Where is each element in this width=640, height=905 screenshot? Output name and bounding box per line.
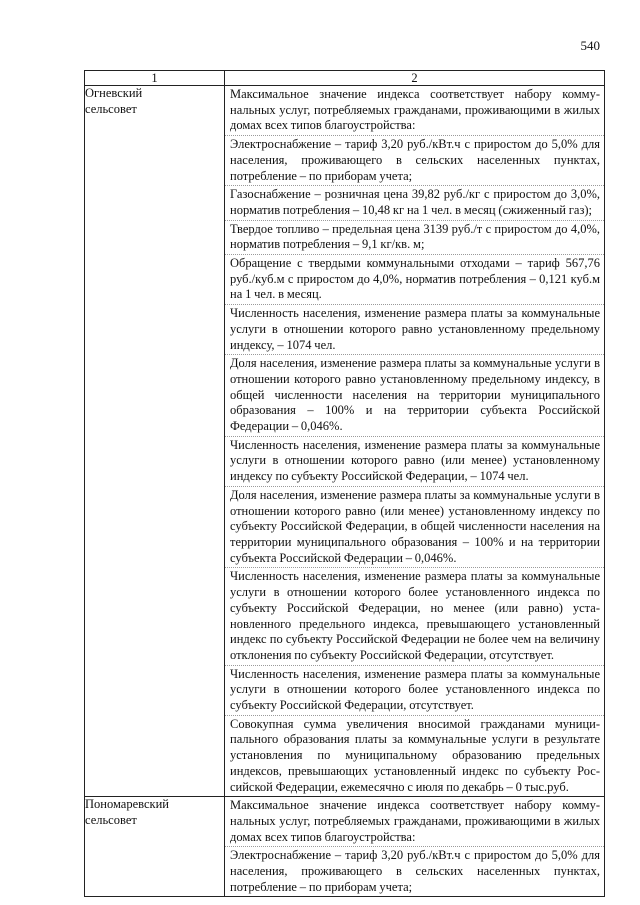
municipality-name-text: Пономаревский сельсовет	[85, 797, 169, 827]
paragraph: Газоснабжение – розничная цена 39,82 руб./кг с приростом до 3,0%, норматив потребления – 10,48 кг на 1 чел. в месяц (сжиженный газ);	[225, 185, 604, 219]
municipality-name-text: Огневский сельсовет	[85, 86, 143, 116]
paragraph: Численность населения, изменение размера платы за коммунальные услуги в отношении которого более установленного индекса по субъекту Российской Федерации, отсутствует.	[225, 665, 604, 715]
paragraph: Численность населения, изменение размера платы за коммунальные услуги в отношении которого равно установленному предельному индексу, – 1074 чел.	[225, 304, 604, 354]
data-table	[84, 70, 605, 897]
column-header-2: 2	[225, 71, 605, 86]
paragraph: Совокупная сумма увеличения вносимой гражданами муниципального образования платы за коммунальные услуги в результате установления по муниципальному образованию предельных индексов, превышающих установленный индекс по субъекту Российской Федерации, ежемесячно с июля по декабрь – 0 тыс.руб.	[225, 715, 604, 797]
paragraph: Численность населения, изменение размера платы за коммунальные услуги в отношении которого более установленного индекса по субъекту Российской Федерации, но менее (или равно) установленного предельного индекса, превышающего установленный индекс по субъекту Российской Федерации не более чем на величину отклонения по субъекту Российской Федерации, отсутствует.	[225, 567, 604, 664]
paragraph: Численность населения, изменение размера платы за коммунальные услуги в отношении которого равно (или менее) установленному индексу по субъекту Российской Федерации, – 1074 чел.	[225, 436, 604, 486]
paragraph: Максимальное значение индекса соответствует набору коммунальных услуг, потребляемых гражданами, проживающими в жилых домах всех типов благоустройства:	[230, 87, 600, 133]
table-header-row	[85, 71, 605, 86]
municipality-details	[225, 797, 605, 897]
municipality-name	[85, 86, 225, 797]
municipality-details	[225, 86, 605, 797]
paragraph: Доля населения, изменение размера платы за коммунальные услуги в отношении которого равно установленному предельному индексу, в общей численности населения на территории муниципального образования – 100% и на территории субъекта Российской Федерации – 0,046%.	[225, 354, 604, 436]
table-row-ognevsky	[85, 86, 605, 797]
paragraph: Максимальное значение индекса соответствует набору коммунальных услуг, потребляемых гражданами, проживающими в жилых домах всех типов благоустройства:	[230, 798, 600, 844]
municipality-name	[85, 797, 225, 897]
paragraph: Обращение с твердыми коммунальными отходами – тариф 567,76 руб./куб.м с приростом до 4,0%, норматив потребления – 0,121 куб.м на 1 чел. в месяц.	[225, 254, 604, 304]
paragraph: Твердое топливо – предельная цена 3139 руб./т с приростом до 4,0%, норматив потребления – 9,1 кг/кв. м;	[225, 220, 604, 254]
paragraph: Электроснабжение – тариф 3,20 руб./кВт.ч с приростом до 5,0% для населения, проживающего в сельских населенных пунктах, потребление – по приборам учета;	[225, 846, 604, 896]
paragraph: Электроснабжение – тариф 3,20 руб./кВт.ч с приростом до 5,0% для населения, проживающего в сельских населенных пунктах, потребление – по приборам учета;	[225, 135, 604, 185]
table-row-ponomarevsky	[85, 797, 605, 897]
page-number: 540	[580, 38, 600, 53]
paragraph: Доля населения, изменение размера платы за коммунальные услуги в отношении которого равно (или менее) установленному индексу по субъекту Российской Федерации, в общей численности населения на территории муниципального образования – 100% и на территории субъекта Российской Федерации – 0,046%.	[225, 486, 604, 568]
column-header-1: 1	[85, 71, 225, 86]
